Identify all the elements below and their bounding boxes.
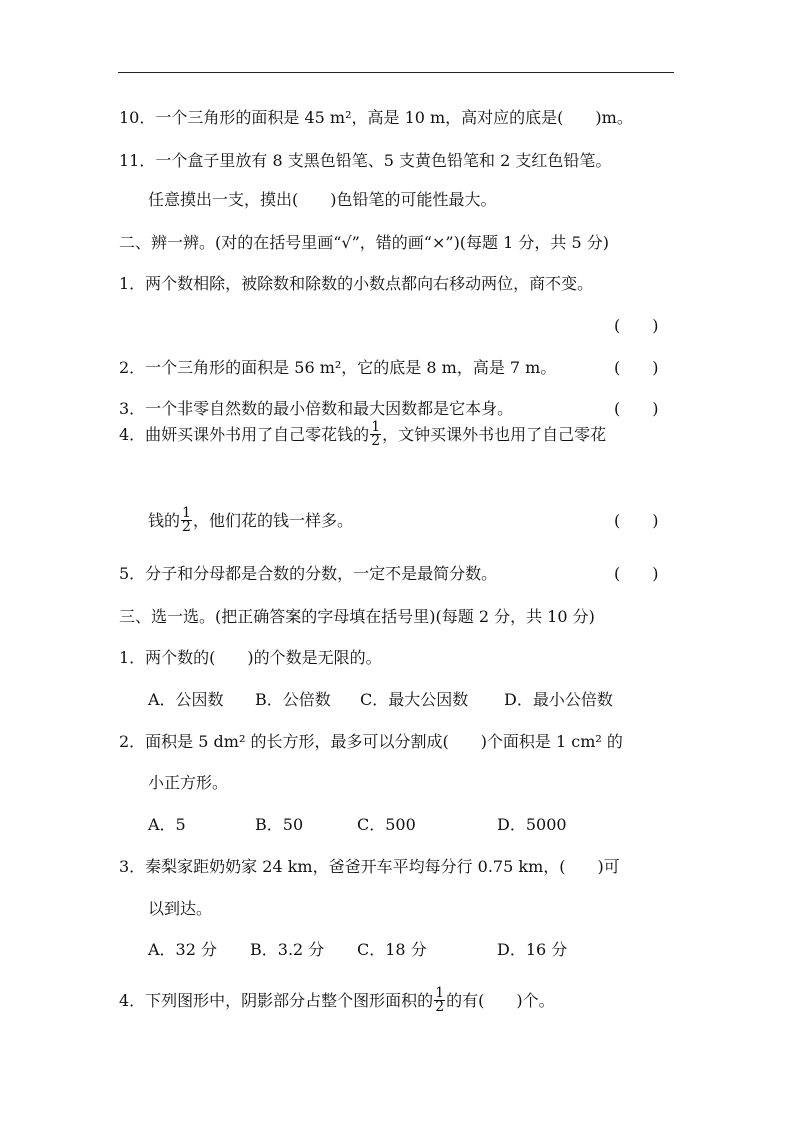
choice-2-line2: 小正方形。: [148, 773, 229, 792]
judge-4-answer-parens: ( ): [614, 511, 659, 530]
judge-5-text: 5．分子和分母都是合数的分数，一定不是最简分数。: [119, 564, 498, 583]
question-11-line2: 任意摸出一支，摸出( )色铅笔的可能性最大。: [148, 190, 497, 209]
choice-2-option-c: C．500: [357, 815, 416, 834]
choice-3-option-b: B．3.2 分: [250, 940, 325, 959]
choice-2-option-b: B．50: [255, 815, 304, 834]
choice-2-option-a: A．5: [148, 815, 186, 834]
judge-2-text: 2．一个三角形的面积是 56 m²，它的底是 8 m，高是 7 m。: [119, 358, 557, 377]
choice-1-option-c: C．最大公因数: [360, 690, 469, 709]
section-3-title: 三、选一选。(把正确答案的字母填在括号里)(每题 2 分，共 10 分): [119, 607, 595, 626]
fraction-one-half: $\frac{1}{2}$: [435, 985, 445, 1015]
choice-3-option-a: A．32 分: [148, 940, 218, 959]
judge-2-answer-parens: ( ): [614, 358, 659, 377]
judge-3-answer-parens: ( ): [614, 399, 659, 418]
judge-4-line1: [119, 419, 607, 449]
judge-1-text: 1．两个数相除，被除数和除数的小数点都向右移动两位，商不变。: [119, 274, 594, 293]
section-2-title: 二、辨一辨。(对的在括号里画“√”，错的画“×”)(每题 1 分，共 5 分): [119, 233, 609, 252]
fraction-one-half: $\frac{1}{2}$: [371, 419, 381, 449]
judge-3-text: 3．一个非零自然数的最小倍数和最大因数都是它本身。: [119, 399, 514, 418]
fraction-one-half: $\frac{1}{2}$: [182, 505, 191, 535]
question-10: 10．一个三角形的面积是 45 m²，高是 10 m，高对应的底是( )m。: [119, 108, 633, 127]
choice-1-option-b: B．公倍数: [255, 690, 331, 709]
choice-1-text: 1．两个数的( )的个数是无限的。: [119, 648, 382, 667]
judge-4-line2-a: 钱的: [148, 511, 181, 530]
choice-1-option-d: D．最小公倍数: [504, 690, 613, 709]
choice-2-option-d: D．5000: [497, 815, 567, 834]
judge-4-line2-b: ，他们花的钱一样多。: [192, 511, 353, 530]
judge-4-text-b: ，文钟买课外书也用了自己零花: [382, 425, 607, 444]
judge-1-answer-parens: ( ): [614, 316, 659, 335]
choice-1-option-a: A．公因数: [148, 690, 224, 709]
choice-4-text-b: 的有( )个。: [446, 991, 555, 1010]
choice-4-line: [119, 985, 555, 1015]
choice-3-line2: 以到达。: [148, 899, 213, 918]
choice-2-line1: 2．面积是 5 dm² 的长方形，最多可以分割成( )个面积是 1 cm² 的: [119, 732, 623, 751]
choice-3-option-c: C．18 分: [357, 940, 427, 959]
judge-4-text-a: 4．曲妍买课外书用了自己零花钱的: [119, 425, 370, 444]
choice-4-text-a: 4．下列图形中，阴影部分占整个图形面积的: [119, 991, 434, 1010]
choice-3-option-d: D．16 分: [497, 940, 568, 959]
header-rule: [118, 72, 674, 73]
question-11-line1: 11．一个盒子里放有 8 支黑色铅笔、5 支黄色铅笔和 2 支红色铅笔。: [119, 151, 612, 170]
judge-4-line2: [148, 505, 353, 535]
choice-3-line1: 3．秦梨家距奶奶家 24 km，爸爸开车平均每分行 0.75 km，( )可: [119, 857, 620, 876]
judge-5-answer-parens: ( ): [614, 564, 659, 583]
